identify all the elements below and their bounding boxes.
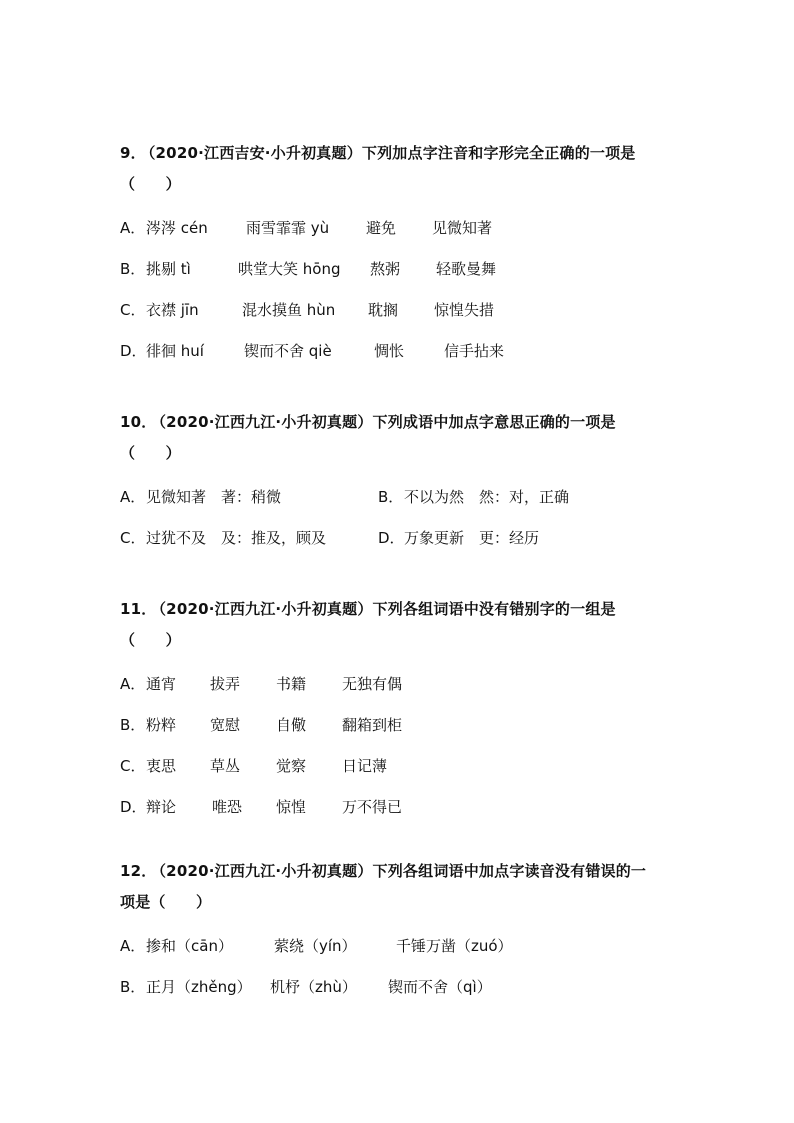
option-letter: A．: [120, 219, 146, 237]
question-stem: [120, 856, 680, 918]
option-item: 信手拈来: [444, 342, 505, 360]
question-number: 10．: [120, 413, 157, 431]
option-item: 涔涔 cén: [146, 219, 208, 237]
question-11: [120, 594, 680, 828]
answer-blank: 项是（ ）: [120, 893, 212, 911]
option-item: 翻箱到柜: [342, 716, 403, 734]
option-item: 辩论: [146, 798, 177, 816]
option-row-cd: [120, 518, 680, 559]
question-12: [120, 856, 680, 1008]
option-item: 雨雪霏霏 yù: [246, 219, 330, 237]
option-item: 粉粹: [146, 716, 177, 734]
option-item: 宽慰: [210, 716, 241, 734]
option-item: 挑剔 tì: [146, 260, 191, 278]
option-d: [120, 331, 680, 372]
option-item: 觉察: [276, 757, 307, 775]
option-item: 万不得已: [342, 798, 403, 816]
option-item: 轻歌曼舞: [436, 260, 497, 278]
option-c: [120, 746, 680, 787]
option-item: 万象更新 更：经历: [404, 529, 540, 547]
option-item: 自儆: [276, 716, 307, 734]
option-item: 惆怅: [374, 342, 405, 360]
option-item: 通宵: [146, 675, 177, 693]
answer-blank: （ ）: [120, 175, 181, 193]
option-item: 锲而不舍 qiè: [244, 342, 332, 360]
option-item: 拔弄: [210, 675, 241, 693]
question-stem: [120, 594, 680, 656]
question-number: 11．: [120, 600, 157, 618]
answer-blank: （ ）: [120, 631, 181, 649]
question-10: [120, 407, 680, 559]
option-a: [120, 926, 680, 967]
option-item: 衣襟 jīn: [146, 301, 199, 319]
option-letter: D．: [120, 798, 147, 816]
option-item: 混水摸鱼 hùn: [242, 301, 336, 319]
option-item: 见微知著: [432, 219, 493, 237]
option-item: 过犹不及 及：推及，顾及: [146, 529, 327, 547]
option-item: 惊惶: [276, 798, 307, 816]
option-b: [120, 249, 680, 290]
option-letter: A．: [120, 675, 146, 693]
option-a: [120, 208, 680, 249]
option-letter: C．: [120, 529, 146, 547]
option-item: 衷思: [146, 757, 177, 775]
option-item: 无独有偶: [342, 675, 403, 693]
option-letter: C．: [120, 757, 146, 775]
option-item: 惊惶失措: [434, 301, 495, 319]
option-item: 草丛: [210, 757, 241, 775]
option-item: 熬粥: [370, 260, 401, 278]
option-letter: B．: [120, 716, 146, 734]
option-letter: B．: [120, 978, 146, 996]
option-letter: B．: [120, 260, 146, 278]
option-item: 日记薄: [342, 757, 388, 775]
option-d: [120, 787, 680, 828]
option-item: 徘徊 huí: [146, 342, 204, 360]
option-a: [120, 664, 680, 705]
question-text: （2020·江西九江·小升初真题）下列各组词语中加点字读音没有错误的一: [158, 862, 647, 880]
option-item: 唯恐: [212, 798, 243, 816]
option-letter: A．: [120, 488, 146, 506]
question-number: 12．: [120, 862, 157, 880]
option-c: [120, 290, 680, 331]
option-item: 正月（zhěng）: [146, 978, 252, 996]
option-item: 千锤万凿（zuó）: [396, 937, 513, 955]
option-letter: C．: [120, 301, 146, 319]
question-stem: [120, 138, 680, 200]
option-item: 萦绕（yín）: [274, 937, 357, 955]
option-letter: B．: [378, 488, 404, 506]
question-number: 9．: [120, 144, 146, 162]
question-9: [120, 138, 680, 372]
option-letter: A．: [120, 937, 146, 955]
answer-blank: （ ）: [120, 444, 181, 462]
option-b: [120, 705, 680, 746]
question-text: （2020·江西九江·小升初真题）下列成语中加点字意思正确的一项是: [158, 413, 616, 431]
option-item: 机杼（zhù）: [270, 978, 357, 996]
option-item: 锲而不舍（qì）: [388, 978, 492, 996]
option-item: 掺和（cān）: [146, 937, 233, 955]
question-stem: [120, 407, 680, 469]
option-item: 耽搁: [368, 301, 399, 319]
option-b: [120, 967, 680, 1008]
option-item: 不以为然 然：对，正确: [404, 488, 570, 506]
question-text: （2020·江西九江·小升初真题）下列各组词语中没有错别字的一组是: [158, 600, 616, 618]
option-row-ab: [120, 477, 680, 518]
option-item: 避免: [366, 219, 397, 237]
option-item: 见微知著 著：稍微: [146, 488, 282, 506]
question-text: （2020·江西吉安·小升初真题）下列加点字注音和字形完全正确的一项是: [147, 144, 636, 162]
option-item: 哄堂大笑 hōng: [238, 260, 341, 278]
option-letter: D．: [378, 529, 405, 547]
option-item: 书籍: [276, 675, 307, 693]
option-letter: D．: [120, 342, 147, 360]
